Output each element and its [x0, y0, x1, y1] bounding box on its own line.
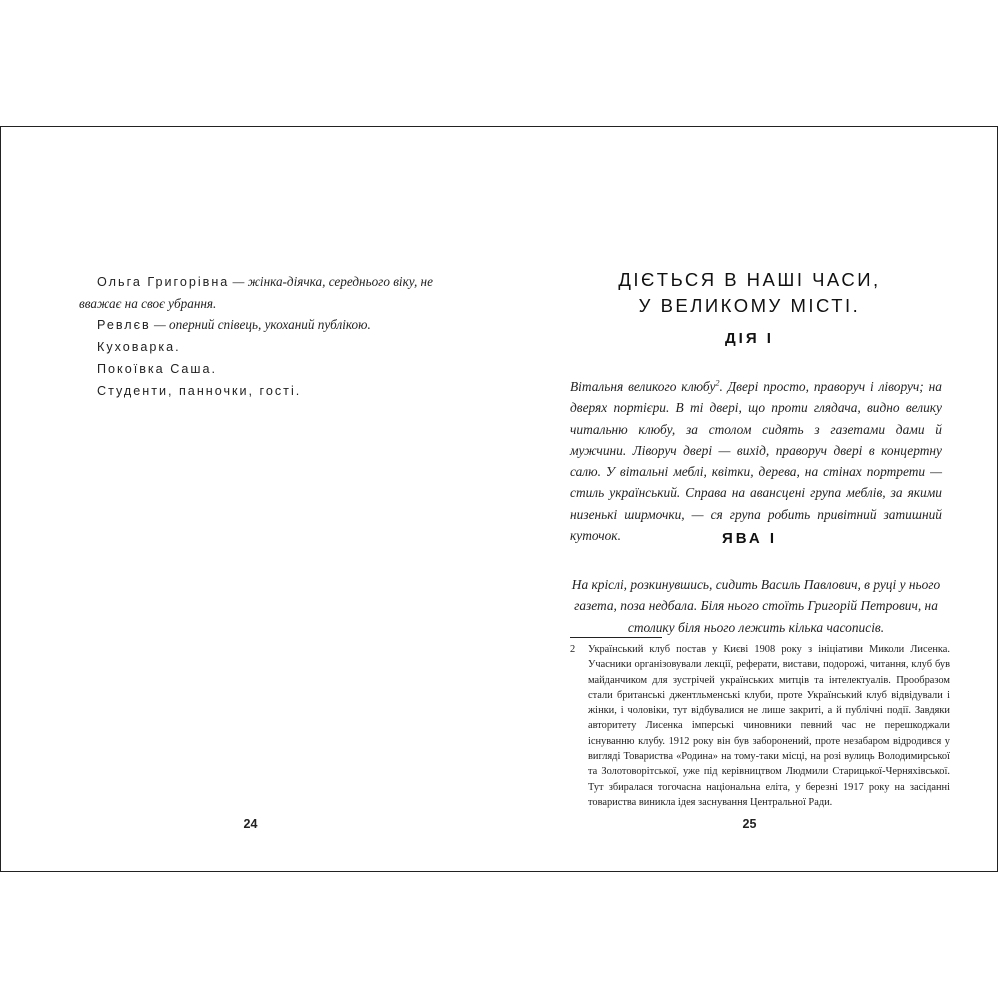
- stage-direction-rest: . Двері просто, праворуч і ліворуч; на дверях портієри. В ті двері, що проти глядача, видно велику читальню клюбу, за столом сидять з газетами дами й мужчини. Ліворуч двері — вихід, праворуч двері в концертну салю. У вітальні меблі, квітки, дерева, на стінах портрети — стиль український. Справа на авансцені група меблів, за якими низенькі ширмочки, — ся група робить привітний затишний куточок.: [570, 379, 942, 544]
- cast-entry: [79, 336, 459, 358]
- footnote-divider: [570, 637, 662, 638]
- cast-name: Ольга Григорівна: [97, 275, 230, 289]
- scene-heading: ЯВА І: [721, 530, 778, 547]
- book-spread: [0, 126, 998, 872]
- cast-name: Куховарка.: [97, 340, 181, 354]
- setting-line-1: ДІЄТЬСЯ В НАШІ ЧАСИ,: [618, 269, 881, 290]
- act-heading: ДІЯ І: [725, 330, 774, 347]
- cast-entry: [79, 380, 459, 402]
- stage-direction-start: Вітальня великого клюбу: [570, 379, 716, 394]
- cast-entry: [79, 358, 459, 380]
- stage-direction: [570, 376, 942, 546]
- cast-description: — оперний співець, укоханий публікою.: [150, 317, 371, 332]
- setting-line-2: У ВЕЛИКОМУ МІСТІ.: [638, 295, 861, 316]
- cast-list: [79, 271, 459, 402]
- cast-entry: [79, 271, 459, 314]
- footnote-number: 2: [570, 644, 576, 655]
- right-page: [500, 127, 999, 871]
- setting-heading: [500, 267, 999, 319]
- scene-direction: На кріслі, розкинувшись, сидить Василь Павлович, в руці у нього газета, поза недбала. Біля нього стоїть Григорій Петрович, на столику біля нього лежить кілька часописів.: [571, 577, 941, 635]
- page-number-right: 25: [742, 817, 757, 831]
- left-page: [1, 127, 500, 871]
- cast-description: — жінка-діячка, середнього віку, не вважає на своє убрання.: [79, 274, 433, 311]
- cast-name: Ревлєв: [97, 318, 151, 332]
- page-number-left: 24: [243, 817, 258, 831]
- footnote-reference[interactable]: 2: [715, 378, 720, 388]
- cast-name: Студенти, панночки, гості.: [97, 384, 302, 398]
- cast-entry: [79, 314, 459, 336]
- cast-name: Покоївка Саша.: [97, 362, 218, 376]
- footnote-text: Український клуб постав у Києві 1908 року з ініціативи Миколи Лисенка. Учасники організовували лекції, реферати, вистави, подорожі, читання, клуб був майданчиком для зустрічей українських митців та інтелектуалів. Прообразом стали британські джентльменські клуби, проте Український клуб відвідували і жінки, і чоловіки, тут відбувалися не лише закриті, а й публічні події. Завдяки авторитету Лисенка імперські чиновники певний час не перешкоджали існуванню клубу. 1912 року він був заборонений, проте незабаром відродився у вигляді Товариства «Родина» на тому-таки місці, на розі вулиць Володимирської та Золотоворітської, уже під керівництвом Людмили Старицької-Черняхівської. Тут збиралася тогочасна національна еліта, у березні 1917 року на засіданні товариства виникла ідея заснування Центральної Ради.: [588, 644, 950, 808]
- footnote: [570, 642, 950, 810]
